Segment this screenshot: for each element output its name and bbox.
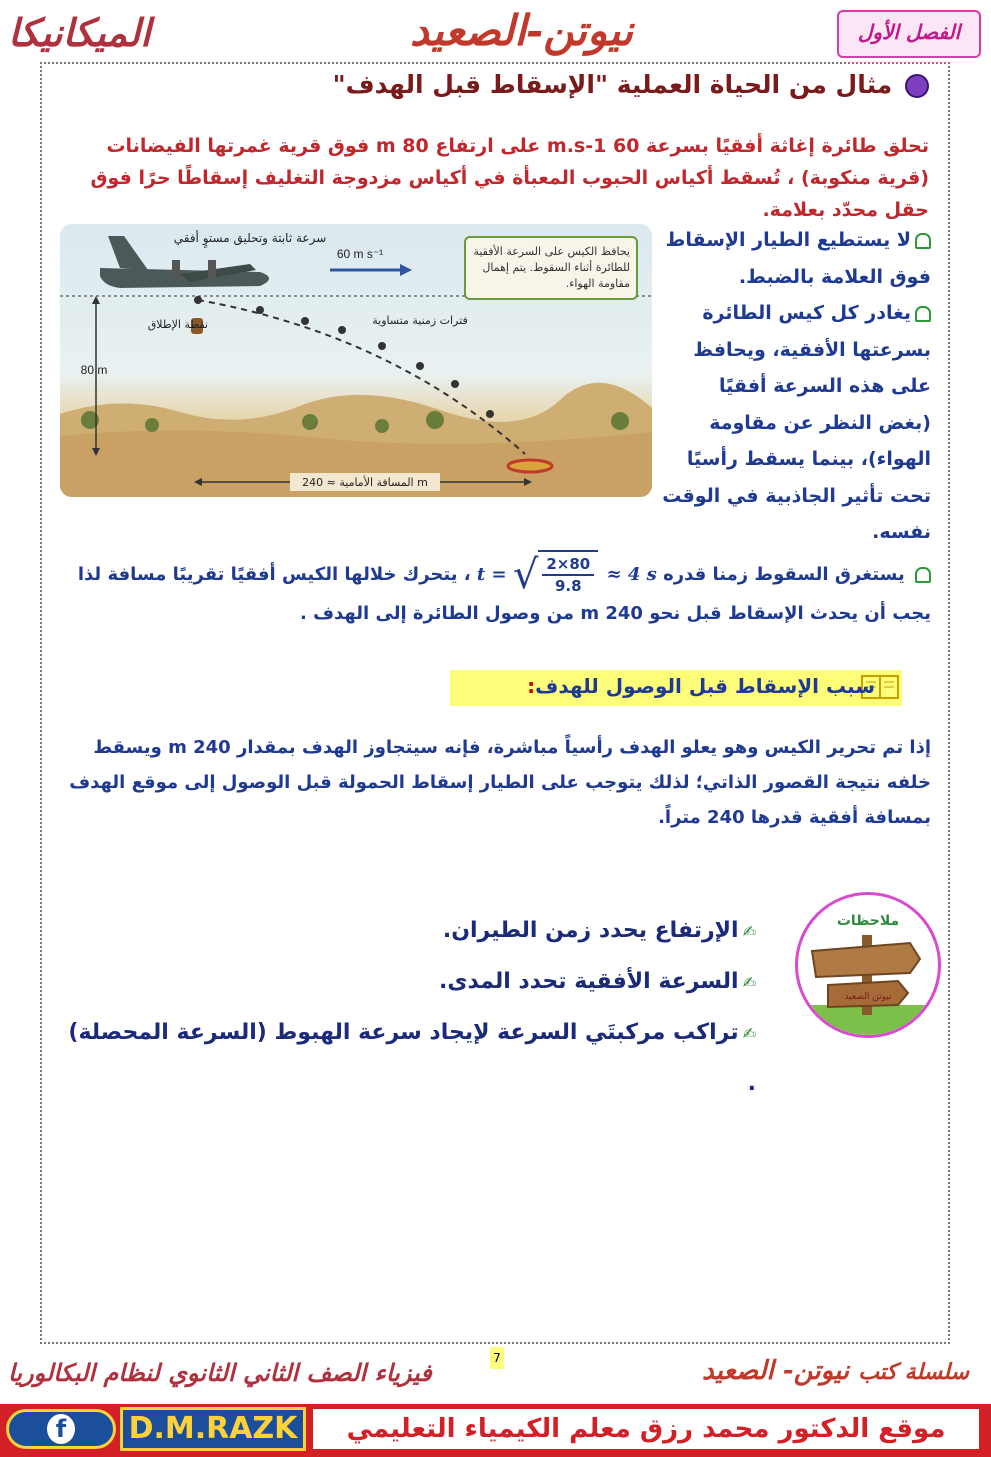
plane-label: سرعة ثابتة وتحليق مستوٍ أفقي [173, 231, 327, 245]
formula-post-text: ، يتحرك خلالها الكيس أفقيًا تقريبًا مسافة لذا [77, 564, 471, 585]
signpost-icon [798, 895, 938, 1035]
bullet-text: لا يستطيع الطيار الإسقاط فوق العلامة بالضبط. [665, 229, 931, 288]
distance-label: المسافة الأمامية ≈ 240 m [302, 476, 428, 489]
side-bullets [661, 222, 931, 551]
formula-conclusion: يجب أن يحدث الإسقاط قبل نحو 240 m من وصول الطائرة إلى الهدف . [300, 603, 931, 624]
notes-badge [795, 892, 941, 1038]
formula-fraction [542, 554, 594, 596]
brand-logo[interactable]: D.M.RAZK [120, 1407, 306, 1451]
airdrop-illustration [60, 224, 652, 497]
globe-icon [905, 74, 929, 98]
sqrt-icon: √ [512, 552, 539, 598]
example-intro: تحلق طائرة إغاثة أفقيًا بسرعة 60 m.s-1 على ارتفاع 80 m فوق قرية غمرتها الفيضانات (قرية منكوبة) ، تُسقط أكياس الحبوب المعبأة في أكياس مزدوجة التغليف إسقاطًا حرًا فوق حقل محدّد بعلامة. [90, 135, 929, 221]
velocity-arrowhead [400, 264, 412, 276]
facebook-button[interactable] [6, 1409, 116, 1449]
badge-sign-text: نيوتن الصعيد [844, 992, 892, 1002]
formula-variable: t = [476, 564, 507, 585]
footer-series-name: نيوتن- الصعيد [702, 1356, 850, 1386]
pencil-icon: ✍ [742, 973, 756, 992]
note-text: الإرتفاع يحدد زمن الطيران. [442, 918, 739, 943]
height-arrow-top [92, 296, 100, 304]
note-text: تراكب مركبتَي السرعة لإيجاد سرعة الهبوط (السرعة المحصلة) . [68, 1020, 756, 1096]
bell-icon [915, 233, 931, 249]
bullet-text: يغادر كل كيس الطائرة بسرعتها الأفقية، ويحافظ على هذه السرعة أفقيًا (بغض النظر عن مقاومة الهواء)، بينما يسقط رأسيًا تحت تأثير الجاذبية في الوقت نفسه. [662, 302, 931, 543]
header-center-title: نيوتن-الصعيد [410, 6, 634, 55]
notes-list [56, 906, 756, 1109]
speed-label: 60 m s⁻¹ [336, 247, 384, 261]
badge-title: ملاحظات [836, 913, 900, 929]
formula-numerator: 2×80 [542, 554, 594, 576]
header-chapter-badge: الفصل الأول [837, 10, 981, 58]
website-link[interactable]: موقع الدكتور محمد رزق معلم الكيمياء التعليمي [311, 1407, 981, 1451]
note-item [56, 957, 756, 1008]
sqrt-body [538, 550, 598, 596]
fall-time-formula [477, 550, 657, 596]
formula-pre-text: يستغرق السقوط زمنا قدره [663, 564, 905, 585]
pencil-icon: ✍ [742, 922, 756, 941]
page-number: 7 [490, 1347, 504, 1369]
bullet-item [661, 295, 931, 551]
reason-heading [527, 674, 875, 698]
bell-icon [915, 567, 931, 583]
header-left-title: الميكانيكا [8, 10, 151, 55]
formula-result: ≈ 4 s [606, 564, 657, 585]
example-title-text: مثال من الحياة العملية "الإسقاط قبل الهدف" [332, 70, 893, 99]
formula-denominator: 9.8 [555, 577, 582, 595]
reason-heading-colon: : [527, 674, 536, 698]
pencil-icon: ✍ [742, 1024, 756, 1043]
example-title [333, 70, 929, 99]
note-text: السرعة الأفقية تحدد المدى. [438, 969, 739, 994]
note-item [56, 1008, 756, 1109]
release-point-label: نقطة الإطلاق [147, 318, 208, 331]
facebook-icon: f [47, 1414, 75, 1444]
formula-row [61, 550, 931, 596]
target-icon [508, 460, 552, 472]
height-label: 80 m [80, 363, 108, 377]
footer-series [702, 1356, 969, 1386]
time-intervals-label: فترات زمنية متساوية [372, 314, 468, 327]
reason-paragraph: إذا تم تحرير الكيس وهو يعلو الهدف رأسياً مباشرة، فإنه سيتجاوز الهدف بمقدار 240 m ويسقط خلفه نتيجة القصور الذاتي؛ لذلك يتوجب على الطيار إسقاط الحمولة قبل الوصول إلى موقع الهدف بمسافة أفقية قدرها 240 متراً. [69, 737, 931, 828]
note-item [56, 906, 756, 957]
bullet-item [661, 222, 931, 295]
bell-icon [915, 306, 931, 322]
reason-heading-text: سبب الإسقاط قبل الوصول للهدف [535, 674, 875, 698]
physics-note-box: يحافظ الكيس على السرعة الأفقية للطائرة أثناء السقوط. يتم إهمال مقاومة الهواء. [464, 236, 638, 300]
footer-course-title: فيزياء الصف الثاني الثانوي لنظام البكالوريا [8, 1358, 432, 1387]
fall-time-paragraph [61, 550, 931, 632]
footer-series-label: سلسلة كتب [858, 1359, 969, 1385]
